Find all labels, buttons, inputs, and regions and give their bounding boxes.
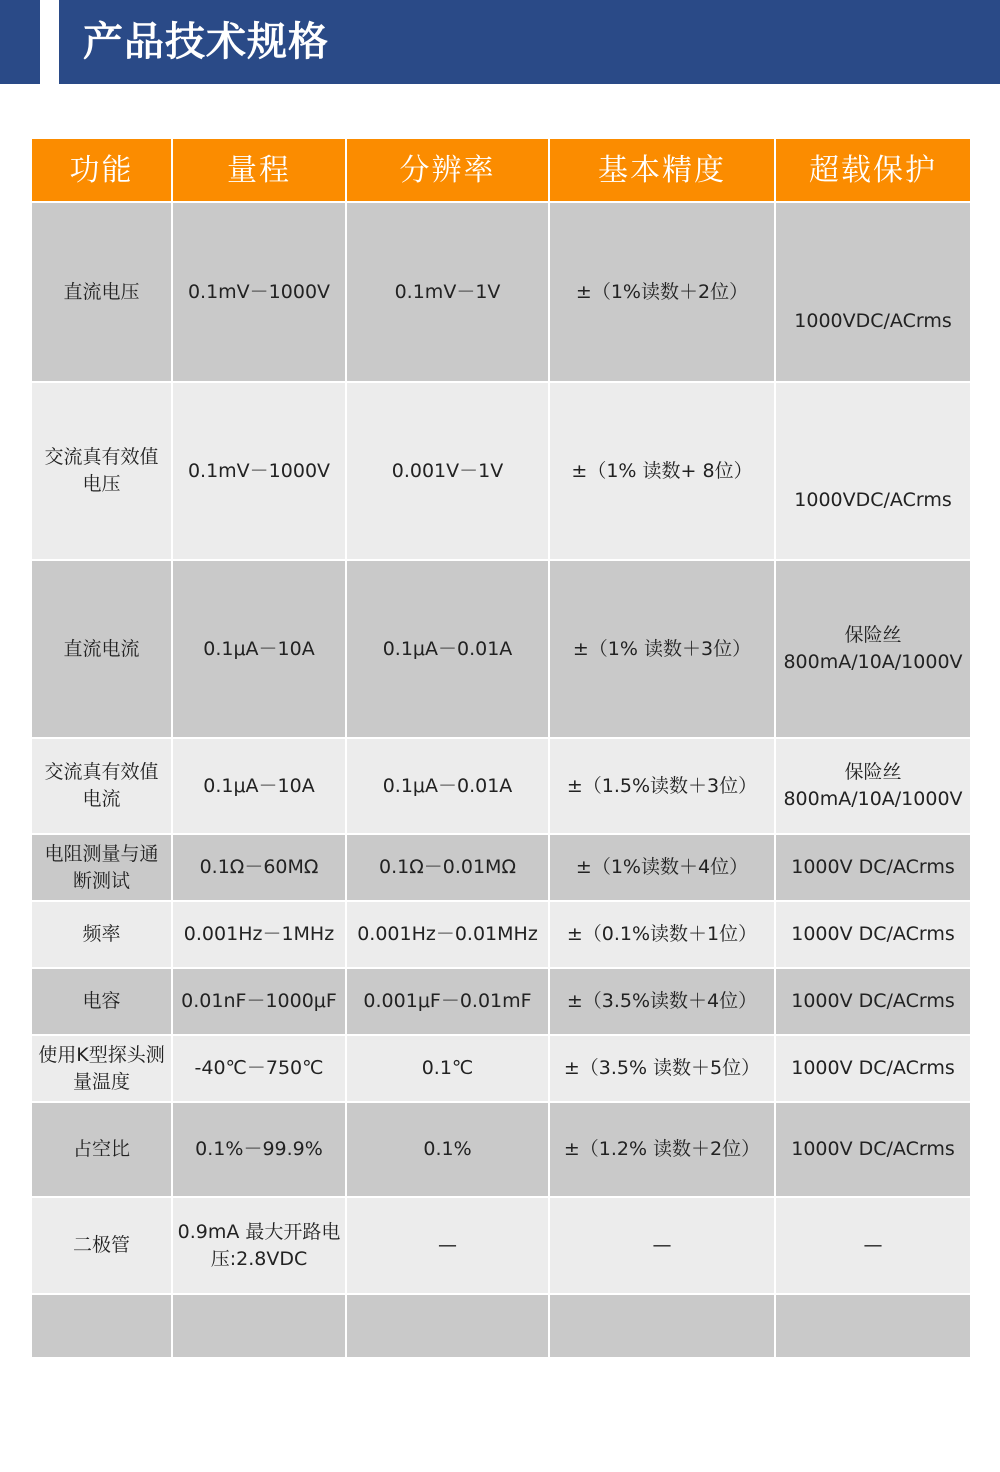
table-row: [31, 1294, 971, 1358]
table-row: [31, 1197, 971, 1294]
cell-range: 0.1Ω－60MΩ: [172, 834, 346, 901]
cell-range: [172, 1294, 346, 1358]
cell-range: 0.1mV－1000V: [172, 202, 346, 382]
cell-range: 0.1μA－10A: [172, 560, 346, 738]
cell-range: 0.1mV－1000V: [172, 382, 346, 560]
cell-range: 0.1μA－10A: [172, 738, 346, 834]
cell-accuracy: ±（1% 读数＋3位）: [549, 560, 775, 738]
cell-accuracy: ±（3.5%读数＋4位）: [549, 968, 775, 1035]
cell-range: 0.9mA 最大开路电压:2.8VDC: [172, 1197, 346, 1294]
cell-overload: —: [775, 1197, 971, 1294]
cell-range: -40℃－750℃: [172, 1035, 346, 1102]
table-header-row: [31, 138, 971, 202]
page-title: 产品技术规格: [83, 19, 329, 65]
cell-function: 直流电流: [31, 560, 172, 738]
cell-resolution: 0.1Ω－0.01MΩ: [346, 834, 549, 901]
cell-overload: 1000V DC/ACrms: [775, 1035, 971, 1102]
cell-function: 占空比: [31, 1102, 172, 1197]
cell-accuracy: ±（1%读数＋2位）: [549, 202, 775, 382]
cell-accuracy: ±（1%读数＋4位）: [549, 834, 775, 901]
table-row: [31, 738, 971, 834]
cell-accuracy: ±（1.2% 读数＋2位）: [549, 1102, 775, 1197]
column-header-function: 功能: [31, 138, 172, 202]
cell-resolution: 0.1μA－0.01A: [346, 738, 549, 834]
table-row: [31, 202, 971, 382]
table-row: [31, 834, 971, 901]
column-header-overload: 超载保护: [775, 138, 971, 202]
cell-resolution: 0.001μF－0.01mF: [346, 968, 549, 1035]
cell-overload-text: 1000VDC/ACrms: [794, 488, 952, 511]
cell-overload: 1000V DC/ACrms: [775, 968, 971, 1035]
column-header-accuracy: 基本精度: [549, 138, 775, 202]
table-row: [31, 560, 971, 738]
cell-function: 交流真有效值电流: [31, 738, 172, 834]
cell-overload: 保险丝800mA/10A/1000V: [775, 738, 971, 834]
table-row: [31, 968, 971, 1035]
cell-resolution: 0.001Hz－0.01MHz: [346, 901, 549, 968]
table-row: [31, 1102, 971, 1197]
cell-function: [31, 1294, 172, 1358]
cell-function: 直流电压: [31, 202, 172, 382]
cell-overload: [775, 1294, 971, 1358]
cell-resolution: 0.1mV－1V: [346, 202, 549, 382]
cell-accuracy: ±（3.5% 读数＋5位）: [549, 1035, 775, 1102]
cell-overload: 1000V DC/ACrms: [775, 834, 971, 901]
cell-accuracy: ±（0.1%读数＋1位）: [549, 901, 775, 968]
table-row: [31, 1035, 971, 1102]
table-row: [31, 382, 971, 560]
cell-resolution: 0.1℃: [346, 1035, 549, 1102]
cell-resolution: 0.001V－1V: [346, 382, 549, 560]
cell-function: 交流真有效值电压: [31, 382, 172, 560]
cell-function: 电容: [31, 968, 172, 1035]
cell-range: 0.001Hz－1MHz: [172, 901, 346, 968]
cell-range: 0.1%－99.9%: [172, 1102, 346, 1197]
cell-resolution: 0.1%: [346, 1102, 549, 1197]
cell-accuracy: —: [549, 1197, 775, 1294]
cell-range: 0.01nF－1000μF: [172, 968, 346, 1035]
header-accent-block: [0, 0, 40, 84]
cell-overload: 1000V DC/ACrms: [775, 1102, 971, 1197]
cell-function: 电阻测量与通断测试: [31, 834, 172, 901]
cell-overload: [775, 382, 971, 560]
cell-accuracy: [549, 1294, 775, 1358]
spec-table: [30, 137, 972, 1359]
table-row: [31, 901, 971, 968]
column-header-resolution: 分辨率: [346, 138, 549, 202]
cell-accuracy: ±（1% 读数+ 8位）: [549, 382, 775, 560]
cell-resolution: —: [346, 1197, 549, 1294]
cell-function: 频率: [31, 901, 172, 968]
cell-resolution: [346, 1294, 549, 1358]
cell-overload: 1000V DC/ACrms: [775, 901, 971, 968]
column-header-range: 量程: [172, 138, 346, 202]
header-banner: [59, 0, 1000, 84]
cell-function: 二极管: [31, 1197, 172, 1294]
cell-overload: [775, 202, 971, 382]
cell-function: 使用K型探头测量温度: [31, 1035, 172, 1102]
cell-resolution: 0.1μA－0.01A: [346, 560, 549, 738]
cell-accuracy: ±（1.5%读数＋3位）: [549, 738, 775, 834]
cell-overload-text: 1000VDC/ACrms: [794, 309, 952, 332]
cell-overload: 保险丝800mA/10A/1000V: [775, 560, 971, 738]
